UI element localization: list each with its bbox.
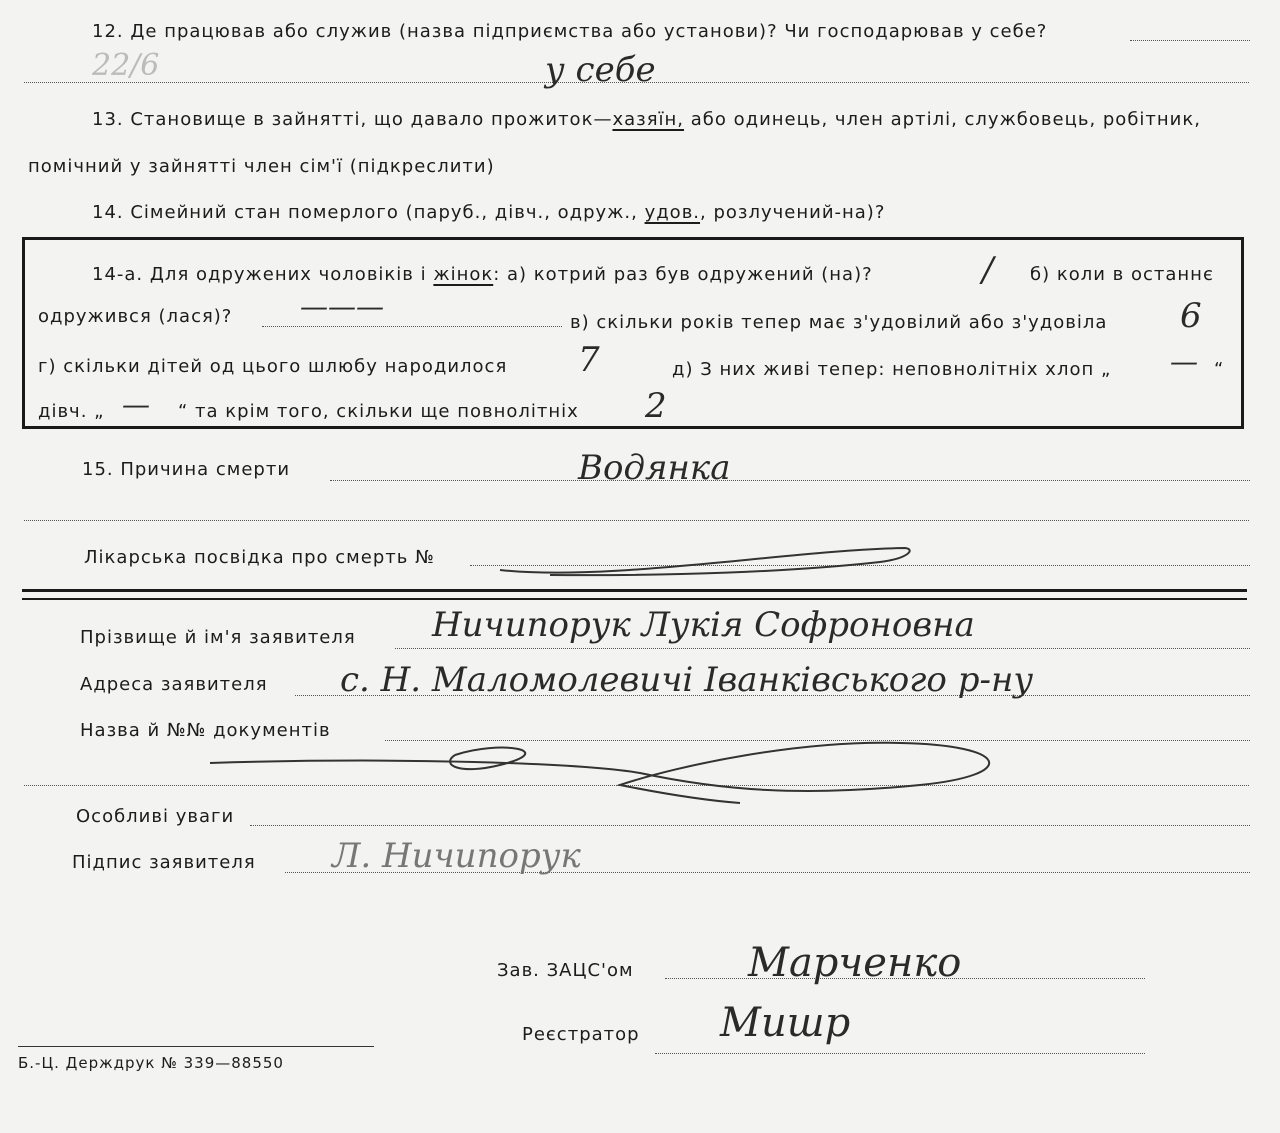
q14-underlined-option: удов. — [644, 202, 701, 223]
q14a-answer-b: ——— — [300, 290, 384, 323]
q15-dotted-line-2 — [24, 520, 1249, 521]
q15-answer: Водянка — [578, 448, 731, 488]
q14a-line1-suffix: б) коли в останнє — [1030, 264, 1214, 285]
q14a-answer-f: — — [122, 388, 150, 421]
q14a-answer-d: 7 — [578, 340, 600, 380]
q14a-line1-prefix: 14-а. Для одружених чоловіків і — [92, 264, 434, 285]
q12-margin-note: 22/6 — [92, 48, 160, 83]
q12-answer: у себе — [545, 50, 656, 90]
registrar-label: Реєстратор — [522, 1024, 640, 1045]
q13-label-suffix: або одинець, член артілі, службовець, робітник, — [684, 109, 1201, 130]
q14a-answer-c: 6 — [1180, 296, 1202, 336]
q14a-line1 — [92, 265, 873, 285]
q14a-line4-prefix: дівч. „ — [38, 401, 105, 422]
q14a-line2-dotted — [262, 326, 562, 327]
q13-label — [92, 110, 1201, 130]
applicant-name-answer: Ничипорук Лукія Софроновна — [432, 605, 975, 645]
imprint-rule — [18, 1046, 374, 1047]
q14a-answer-e: — — [1170, 345, 1198, 378]
q13-underlined-option: хазяїн, — [612, 109, 685, 130]
q15-label: 15. Причина смерти — [82, 459, 291, 480]
q14-label-suffix: , розлучений-на)? — [700, 202, 886, 223]
q13-label-prefix: 13. Становище в зайнятті, що давало прожиток— — [92, 109, 613, 130]
notes-label: Особливі уваги — [76, 806, 235, 827]
q14a-answer-g: 2 — [645, 386, 667, 426]
signature-answer: Л. Ничипорук — [332, 836, 581, 876]
applicant-name-dotted — [395, 648, 1250, 649]
printer-imprint: Б.-Ц. Держдрук № 339—88550 — [18, 1054, 284, 1072]
registrar-dotted — [655, 1053, 1145, 1054]
section-divider-thick — [22, 589, 1247, 592]
q14a-line3-prefix: г) скільки дітей од цього шлюбу народилося — [38, 356, 508, 377]
q14-label-prefix: 14. Сімейний стан померлого (паруб., дівч., одруж., — [92, 202, 645, 223]
q14a-line4-mid: “ та крім того, скільки ще повнолітніх — [178, 401, 579, 422]
notes-dotted — [250, 825, 1250, 826]
q14a-line2-suffix: в) скільки років тепер має з'удовілий або з'удовіла — [570, 312, 1108, 333]
head-label: Зав. ЗАЦС'ом — [497, 960, 634, 981]
q14a-line3-close: “ — [1214, 359, 1225, 380]
q12-label: 12. Де працював або служив (назва підприємства або установи)? Чи господарював у себе? — [92, 21, 1048, 42]
q14a-line2-prefix: одружився (лася)? — [38, 306, 233, 327]
applicant-name-label: Прізвище й ім'я заявителя — [80, 627, 356, 648]
medical-strikethrough-stroke — [490, 540, 920, 590]
applicant-address-label: Адреса заявителя — [80, 674, 268, 695]
registrar-signature: Мишр — [720, 1000, 851, 1046]
q14a-underlined-option: жінок — [433, 264, 494, 285]
head-signature: Марченко — [748, 940, 962, 986]
q15-dotted-line-1 — [330, 480, 1250, 481]
medical-label: Лікарська посвідка про смерть № — [84, 547, 435, 568]
documents-label: Назва й №№ документів — [80, 720, 331, 741]
documents-strikethrough-stroke — [200, 735, 1020, 810]
q14a-answer-a: / — [982, 250, 994, 290]
section-divider-thin — [22, 598, 1247, 600]
q14-label — [92, 203, 885, 223]
applicant-address-answer: с. Н. Маломолевичі Іванківського р-ну — [340, 660, 1034, 700]
q13-label-line2: помічний у зайнятті член сім'ї (підкреслити) — [28, 156, 495, 177]
q14a-line1-mid: : а) котрий раз був одружений (на)? — [493, 264, 873, 285]
q12-dotted-line-1 — [1130, 40, 1250, 41]
signature-label: Підпис заявителя — [72, 852, 256, 873]
q14a-line3-suffix: д) З них живі тепер: неповнолітніх хлоп „ — [672, 359, 1112, 380]
